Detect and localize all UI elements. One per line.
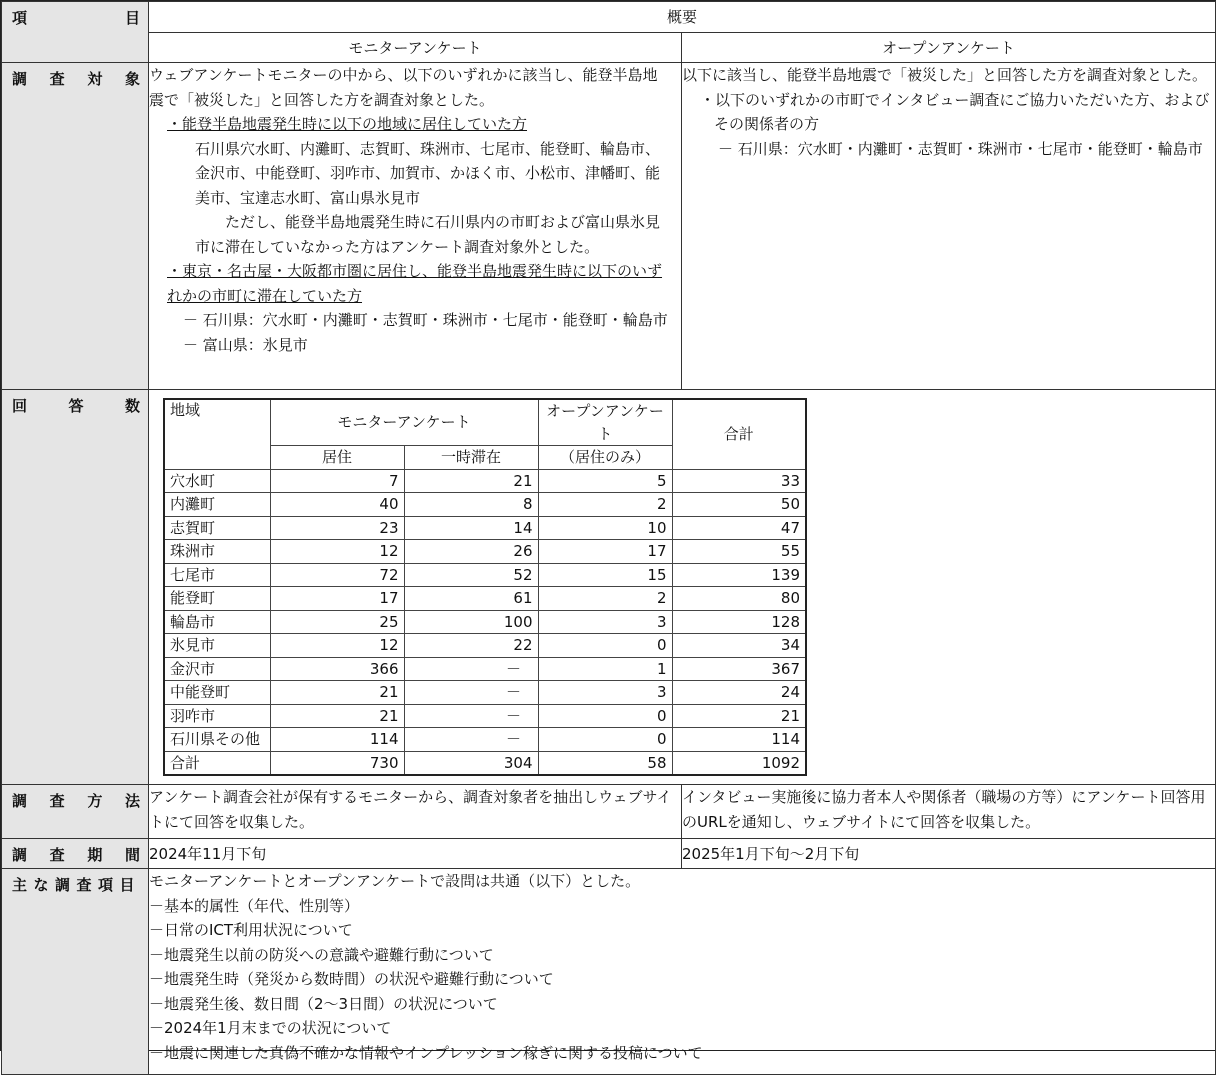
item-line: －地震発生時（発災から数時間）の状況や避難行動について [149,970,554,988]
responses-label-char-3: 数 [124,397,140,415]
response-row [164,610,806,634]
open-col-header: オープンアンケート [538,399,672,446]
region-cell: 氷見市 [164,634,270,658]
open-cell: 3 [538,681,672,705]
item-header-char-2: 目 [124,9,140,27]
total-cell: 128 [672,610,806,634]
resident-cell: 7 [270,469,404,493]
target-open-intro: 以下に該当し、能登半島地震で「被災した」と回答した方を調査対象とした。 [682,66,1208,84]
response-row [164,540,806,564]
open-cell: 2 [538,587,672,611]
resident-cell: 366 [270,657,404,681]
response-row [164,751,806,775]
temporary-cell: － [404,704,538,728]
open-cell: 0 [538,634,672,658]
region-cell: 羽咋市 [164,704,270,728]
region-header: 地域 [164,399,270,469]
responses-cell [149,390,1216,785]
response-row [164,469,806,493]
resident-cell: 730 [270,751,404,775]
open-cell: 10 [538,516,672,540]
response-row [164,587,806,611]
response-row [164,634,806,658]
resident-cell: 23 [270,516,404,540]
method-label-char-1: 調 [12,792,28,810]
temporary-cell: 22 [404,634,538,658]
total-cell: 47 [672,516,806,540]
total-cell: 34 [672,634,806,658]
items-cell [149,869,1216,1075]
total-cell: 367 [672,657,806,681]
item-line: －日常のICT利用状況について [149,921,353,939]
resident-col-header: 居住 [270,446,404,470]
target-monitor-note: ただし、能登半島地震発生時に石川県内の市町および富山県氷見市に滞在していなかった方はアンケート調査対象外とした。 [195,213,661,256]
response-row [164,728,806,752]
open-cell: 58 [538,751,672,775]
total-cell: 33 [672,469,806,493]
open-cell: 2 [538,493,672,517]
total-cell: 139 [672,563,806,587]
target-label-char-2: 査 [49,70,65,88]
method-label-char-2: 査 [49,792,65,810]
open-header: オープンアンケート [682,33,1216,63]
item-line: －地震に関連した真偽不確かな情報やインプレッション稼ぎに関する投稿について [149,1043,703,1062]
region-cell: 金沢市 [164,657,270,681]
response-row [164,563,806,587]
temporary-cell: 61 [404,587,538,611]
overview-table [1,1,1216,1075]
temporary-cell: － [404,681,538,705]
region-cell: 七尾市 [164,563,270,587]
resident-cell: 25 [270,610,404,634]
method-label-char-4: 法 [124,792,140,810]
period-label-char-3: 期 [87,846,103,864]
temporary-cell: 14 [404,516,538,540]
target-monitor-sub-1: － 石川県：穴水町・内灘町・志賀町・珠洲市・七尾市・能登町・輪島市 [183,311,668,329]
temporary-cell: － [404,728,538,752]
region-cell: 珠洲市 [164,540,270,564]
target-open-cell [682,63,1216,390]
overview-header: 概要 [149,2,1216,33]
target-monitor-bullet-1: ・能登半島地震発生時に以下の地域に居住していた方 [167,115,528,133]
target-monitor-sub-2: － 富山県：氷見市 [183,335,308,354]
total-cell: 50 [672,493,806,517]
total-cell: 114 [672,728,806,752]
period-label-char-2: 査 [49,846,65,864]
target-label-char-3: 対 [87,70,103,88]
resident-cell: 40 [270,493,404,517]
open-cell: 1 [538,657,672,681]
item-line: －地震発生後、数日間（2〜3日間）の状況について [149,994,498,1013]
temporary-cell: 26 [404,540,538,564]
open-cell: 3 [538,610,672,634]
target-monitor-cell [149,63,682,390]
response-row [164,681,806,705]
items-intro: モニターアンケートとオープンアンケートで設問は共通（以下）とした。 [149,872,641,890]
target-monitor-bullet-2: ・東京・名古屋・大阪都市圏に居住し、能登半島地震発生時に以下のいずれかの市町に滞在していた方 [167,262,663,305]
region-cell: 石川県その他 [164,728,270,752]
monitor-header: モニターアンケート [149,33,682,63]
responses-table [163,398,807,776]
temporary-cell: 21 [404,469,538,493]
responses-label-cell [2,390,149,785]
method-open: インタビュー実施後に協力者本人や関係者（職場の方等）にアンケート回答用のURLを通知し、ウェブサイトにて回答を収集した。 [682,785,1216,839]
region-cell: 内灘町 [164,493,270,517]
response-row [164,493,806,517]
temporary-cell: － [404,657,538,681]
total-cell: 80 [672,587,806,611]
region-cell: 穴水町 [164,469,270,493]
temporary-col-header: 一時滞在 [404,446,538,470]
open-cell: 5 [538,469,672,493]
response-row [164,516,806,540]
resident-cell: 12 [270,634,404,658]
method-label-char-3: 方 [87,792,103,810]
open-sub-header: （居住のみ） [538,446,672,470]
period-label-char-1: 調 [12,846,28,864]
resident-cell: 17 [270,587,404,611]
target-open-bullet-1: ・以下のいずれかの市町でインタビュー調査にご協力いただいた方、およびその関係者の方 [700,90,1210,133]
total-cell: 21 [672,704,806,728]
resident-cell: 72 [270,563,404,587]
open-cell: 15 [538,563,672,587]
target-monitor-intro: ウェブアンケートモニターの中から、以下のいずれかに該当し、能登半島地震で「被災した」と回答した方を調査対象とした。 [149,66,658,109]
responses-label-char-2: 答 [68,397,84,415]
region-cell: 中能登町 [164,681,270,705]
period-monitor: 2024年11月下旬 [149,839,682,869]
resident-cell: 114 [270,728,404,752]
temporary-cell: 304 [404,751,538,775]
resident-cell: 12 [270,540,404,564]
total-cell: 1092 [672,751,806,775]
open-cell: 0 [538,704,672,728]
total-col-header: 合計 [672,399,806,469]
region-cell: 志賀町 [164,516,270,540]
open-cell: 0 [538,728,672,752]
target-open-sub-1: － 石川県：穴水町・内灘町・志賀町・珠洲市・七尾市・能登町・輪島市 [718,139,1203,158]
item-line: －地震発生以前の防災への意識や避難行動について [149,945,494,964]
region-cell: 能登町 [164,587,270,611]
method-monitor: アンケート調査会社が保有するモニターから、調査対象者を抽出しウェブサイトにて回答を収集した。 [149,785,682,839]
temporary-cell: 52 [404,563,538,587]
resident-cell: 21 [270,681,404,705]
period-label-cell [2,839,149,869]
target-label-char-4: 象 [124,70,140,88]
response-row [164,657,806,681]
open-cell: 17 [538,540,672,564]
period-label-char-4: 間 [124,846,140,864]
item-header-cell [2,2,149,63]
total-cell: 55 [672,540,806,564]
item-line: －基本的属性（年代、性別等） [149,896,360,915]
total-cell: 24 [672,681,806,705]
resident-cell: 21 [270,704,404,728]
item-line: －2024年1月末までの状況について [149,1019,392,1037]
target-label-cell [2,63,149,390]
monitor-col-header: モニターアンケート [270,399,538,446]
responses-label-char-1: 回 [12,397,28,415]
items-label-cell [2,869,149,1075]
method-label-cell [2,785,149,839]
item-header-char-1: 項 [12,9,28,27]
period-open: 2025年1月下旬〜2月下旬 [682,839,1216,869]
region-cell: 輪島市 [164,610,270,634]
temporary-cell: 100 [404,610,538,634]
region-cell: 合計 [164,751,270,775]
target-monitor-areas: 石川県穴水町、内灘町、志賀町、珠洲市、七尾市、能登町、輪島市、金沢市、中能登町、羽咋市、加賀市、かほく市、小松市、津幡町、能美市、宝達志水町、富山県氷見市 [195,139,661,207]
temporary-cell: 8 [404,493,538,517]
items-label: 主な調査項目 [12,876,142,894]
response-row [164,704,806,728]
target-label-char-1: 調 [12,70,28,88]
